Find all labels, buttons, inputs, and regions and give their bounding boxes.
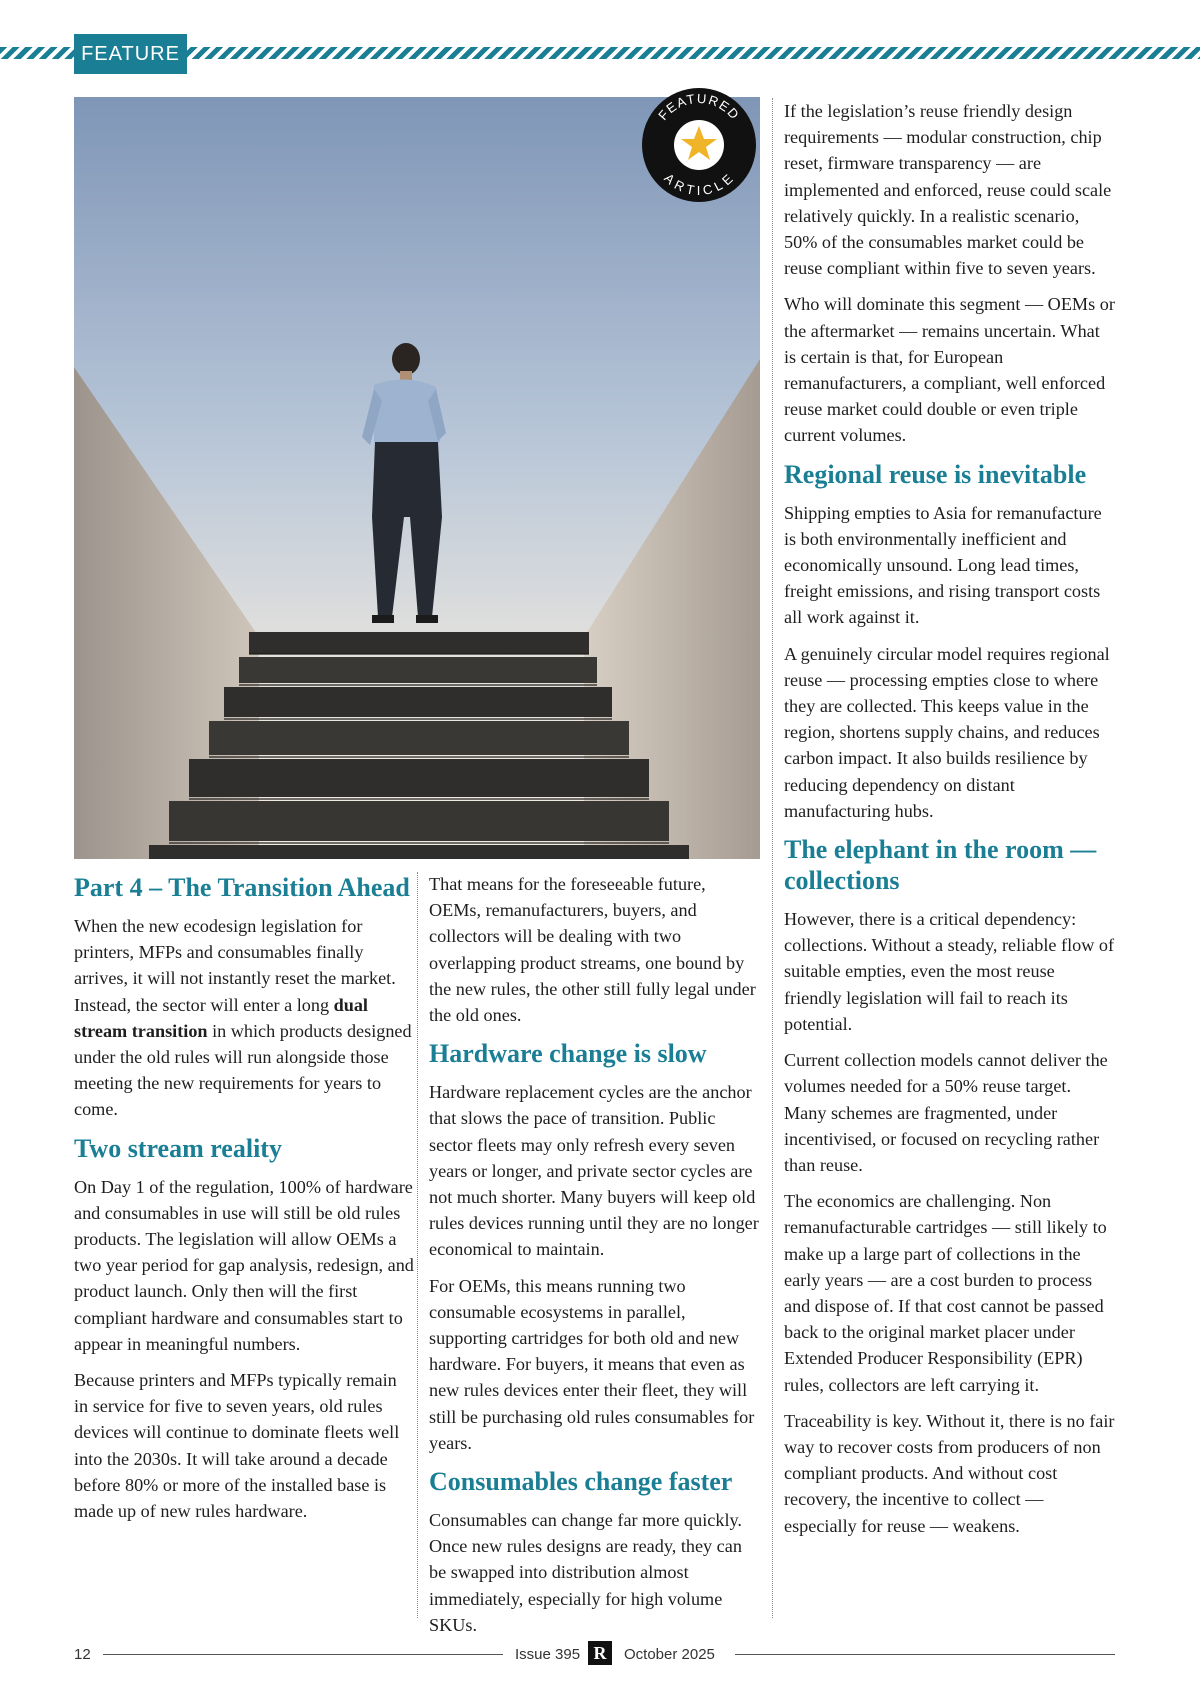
column-divider [772, 98, 773, 1618]
magazine-logo-icon: R [588, 1641, 612, 1665]
column-divider [417, 872, 418, 1618]
section-heading: The elephant in the room — collections [784, 835, 1097, 896]
badge-bottom-text: ARTICLE [661, 170, 737, 199]
article-column-2 [429, 871, 761, 1648]
paragraph: On Day 1 of the regulation, 100% of hardware and consumables in use will still be old rules products. The legislation will allow OEMs a two year period for gap analysis, redesign, and product launch. Only then will the first compliant hardware and consumables start to appear in meaningful numbers. [74, 1176, 414, 1354]
paragraph: Consumables can change far more quickly. Once new rules designs are ready, they can be swapped into distribution almost immediately, especially for high volume SKUs. [429, 1510, 742, 1635]
paragraph: Hardware replacement cycles are the anchor that slows the pace of transition. Public sector fleets may only refresh every seven years or longer, and private sector cycles are not much shorter. Many buyers will keep old rules devices running until they are no longer economical to maintain. [429, 1082, 759, 1260]
footer-rule [103, 1654, 503, 1655]
paragraph: However, there is a critical dependency: collections. Without a steady, reliable flow of suitable empties, even the most reuse friendly legislation will fail to reach its potential. [784, 909, 1115, 1034]
paragraph: That means for the foreseeable future, OEMs, remanufacturers, buyers, and collectors will be dealing with two overlapping product streams, one bound by the new rules, the other still fully legal under the old ones. [429, 874, 756, 1026]
paragraph-text: When the new ecodesign legislation for printers, MFPs and consumables finally arrives, it will not instantly reset the market. Instead, the sector will enter a long [74, 916, 396, 1015]
featured-article-badge [640, 86, 758, 204]
paragraph: Traceability is key. Without it, there is no fair way to recover costs from producers of non compliant products. And without cost recovery, the incentive to collect — especially for reuse — weakens. [784, 1410, 1115, 1536]
section-heading: Consumables change faster [429, 1467, 733, 1497]
paragraph: For OEMs, this means running two consumable ecosystems in parallel, supporting cartridges for both old and new hardware. For buyers, it means that even as new rules devices enter their fleet, they will still be purchasing old rules consumables for years. [429, 1275, 755, 1453]
section-heading: Part 4 – The Transition Ahead [74, 873, 410, 902]
section-heading: Two stream reality [74, 1133, 282, 1163]
article-photo [74, 97, 760, 859]
paragraph: A genuinely circular model requires regional reuse — processing empties close to where they are collected. This keeps value in the region, shortens supply chains, and reduces carbon impact. It also builds resilience by reducing dependency on distant manufacturing hubs. [784, 643, 1110, 821]
paragraph: Who will dominate this segment — OEMs or the aftermarket — remains uncertain. What is certain is that, for European remanufacturers, a compliant, well enforced reuse market could double or even triple current volumes. [784, 294, 1115, 446]
section-heading: Hardware change is slow [429, 1039, 707, 1069]
paragraph: Because printers and MFPs typically remain in service for five to seven years, old rules devices will continue to dominate fleets well into the 2030s. It will take around a decade before 80% or more of the installed base is made up of new rules hardware. [74, 1370, 400, 1522]
paragraph: Shipping empties to Asia for remanufacture is both environmentally inefficient and economically unsound. Long lead times, freight emissions, and rising transport costs all work against it. [784, 502, 1102, 628]
section-tag: FEATURE [74, 34, 187, 74]
issue-number: Issue 395 [515, 1646, 581, 1663]
paragraph: Current collection models cannot deliver the volumes needed for a 50% reuse target. Many schemes are fragmented, under incentivised, or focused on recycling rather than reuse. [784, 1050, 1108, 1175]
paragraph: The economics are challenging. Non remanufacturable cartridges — still likely to make up a large part of collections in the early years — are a cost burden to process and dispose of. If that cost cannot be passed back to the original market placer under Extended Producer Responsibility (EPR) rules, collectors are left carrying it. [784, 1191, 1107, 1395]
page-footer [0, 1640, 1200, 1670]
paragraph: If the legislation’s reuse friendly design requirements — modular construction, chip reset, firmware transparency — are implemented and enforced, reuse could scale relatively quickly. In a realistic scenario, 50% of the consumables market could be reuse compliant within five to seven years. [784, 101, 1112, 279]
issue-date: October 2025 [624, 1646, 715, 1663]
paragraph-text: in which products designed under the old rules will run alongside those meeting the new requirements for years to come. [74, 1020, 412, 1120]
section-heading: Regional reuse is inevitable [784, 459, 1087, 489]
page-number: 12 [74, 1646, 91, 1663]
article-column-3 [784, 98, 1116, 1549]
footer-rule [735, 1654, 1115, 1655]
paragraph [74, 913, 414, 1123]
article-column-1 [74, 872, 414, 1534]
bold-phrase: dual stream transition [74, 994, 368, 1041]
badge-top-text: FEATURED [655, 90, 743, 123]
